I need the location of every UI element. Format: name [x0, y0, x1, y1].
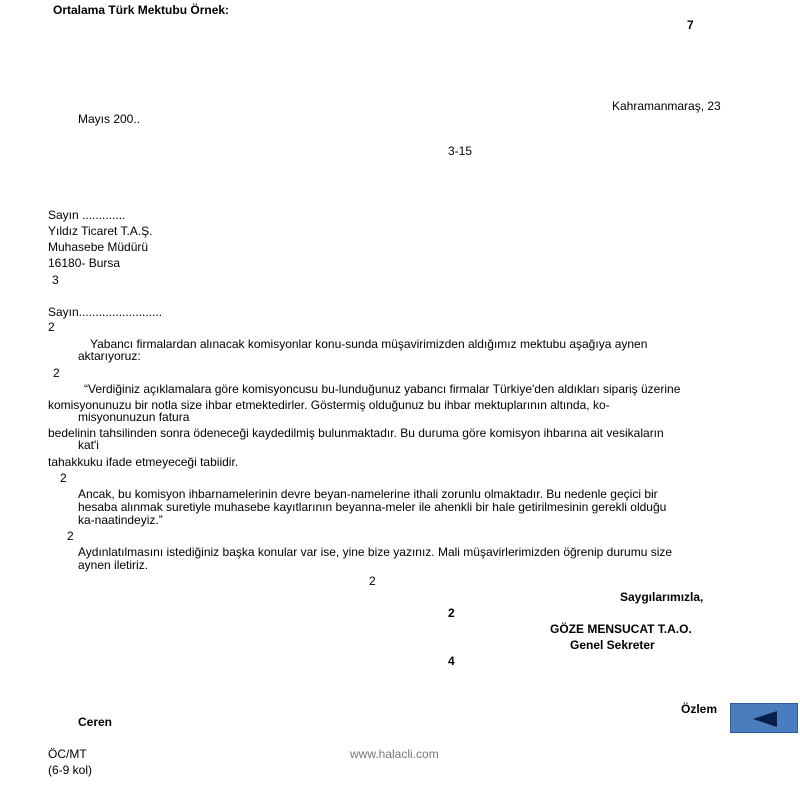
recipient-line: Sayın ............. — [48, 208, 126, 222]
recipient-line: 16180- Bursa — [48, 256, 121, 270]
quote-line: kat'i — [78, 438, 99, 452]
date-continued: Mayıs 200.. — [78, 112, 141, 126]
spacing-number: 2 — [60, 471, 67, 485]
company-name: GÖZE MENSUCAT T.A.O. — [550, 622, 692, 636]
signer-title: Genel Sekreter — [570, 638, 655, 652]
paragraph-line: aktarıyoruz: — [78, 349, 141, 363]
quote-line: Ancak, bu komisyon ihbarnamelerinin devre beyan-namelerine ithali zorunlu olmaktadır. Bu nedenle geçici bir — [78, 487, 658, 501]
quote-line: tahakkuku ifade etmeyeceği tabiidir. — [48, 455, 239, 469]
spacing-number: 2 — [67, 529, 74, 543]
quote-line: komisyonunuzu bir notla size ihbar etmektedirler. Göstermiş olduğunuz bu ihbar mektuplarının altında, ko- — [48, 398, 610, 412]
copy-note: (6-9 kol) — [48, 763, 93, 777]
reference-number: 3-15 — [448, 144, 473, 158]
previous-slide-button[interactable] — [730, 703, 798, 733]
closing: Saygılarımızla, — [620, 590, 704, 604]
quote-line: bedelinin tahsilinden sonra ödeneceği kaydedilmiş bulunmaktadır. Bu duruma göre komisyon ihbarına ait vesikaların — [48, 426, 664, 440]
quote-line: ka-naatindeyiz.” — [78, 513, 163, 527]
spacing-number: 2 — [369, 574, 376, 588]
paragraph-line: Aydınlatılmasını istediğiniz başka konular var ise, yine bize yazınız. Mali müşavirlerimizden öğrenip durumu size — [78, 545, 673, 559]
place-date: Kahramanmaraş, 23 — [612, 99, 721, 113]
signer-last-name: Ceren — [78, 715, 113, 729]
spacing-number: 2 — [448, 606, 455, 620]
quote-line: misyonunuzun fatura — [78, 410, 190, 424]
quote-line: “Verdiğiniz açıklamalara göre komisyoncusu bu-lunduğunuz yabancı firmalar Türkiye'den aldıkları sipariş üzerine — [84, 382, 681, 396]
triangle-left-icon — [753, 711, 777, 727]
page-heading: Ortalama Türk Mektubu Örnek: — [53, 3, 230, 17]
signer-first-name: Özlem — [681, 702, 718, 716]
footer-url: www.halacli.com — [350, 747, 439, 761]
salutation: Sayın......................... — [48, 305, 163, 319]
spacing-number: 4 — [448, 654, 455, 668]
recipient-line: Muhasebe Müdürü — [48, 240, 149, 254]
initials: ÖC/MT — [48, 747, 87, 761]
spacing-number: 7 — [687, 18, 694, 32]
spacing-number: 2 — [48, 320, 55, 334]
recipient-line: Yıldız Ticaret T.A.Ş. — [48, 224, 153, 238]
paragraph-line: Yabancı firmalardan alınacak komisyonlar konu-sunda müşavirimizden aldığımız mektubu aşağıya aynen — [90, 337, 648, 351]
spacing-number: 3 — [52, 273, 59, 287]
paragraph-line: aynen iletiriz. — [78, 558, 149, 572]
spacing-number: 2 — [53, 366, 60, 380]
quote-line: hesaba alınmak suretiyle muhasebe kayıtlarının beyanna-meler ile ahenkli bir hale getirilmesinin gerekli olduğu — [78, 500, 667, 514]
